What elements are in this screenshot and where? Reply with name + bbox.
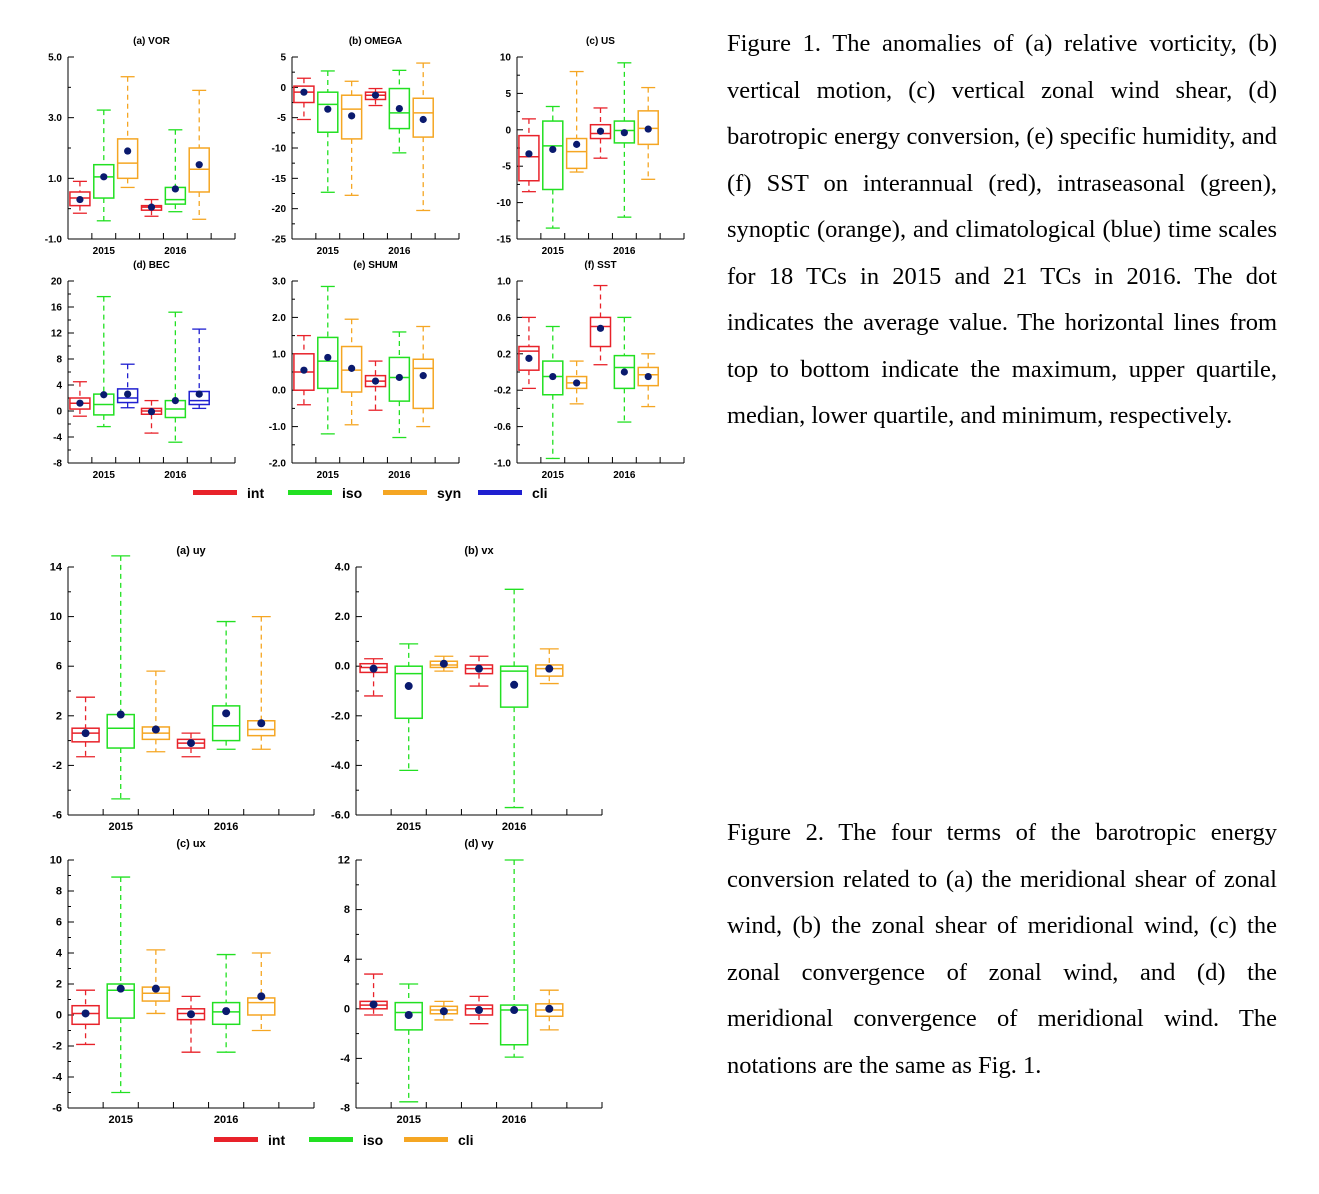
box-iso-2016: [614, 63, 634, 217]
mean-dot: [621, 368, 628, 375]
mean-dot: [257, 719, 265, 727]
box-int-2016: [178, 733, 205, 757]
x-category-label: 2016: [501, 821, 527, 833]
x-category-label: 2016: [164, 470, 187, 481]
mean-dot: [222, 1007, 230, 1015]
y-tick-label: 0.2: [497, 349, 511, 361]
box-int-2015: [294, 336, 314, 405]
box-iso-2016: [501, 589, 528, 807]
mean-dot: [172, 397, 179, 404]
x-category-label: 2016: [388, 470, 411, 481]
y-tick-label: -2: [52, 759, 62, 772]
x-category-label: 2015: [108, 1114, 133, 1126]
y-tick-label: 1.0: [497, 276, 511, 288]
box-int-2016: [366, 89, 386, 106]
box-int-2015: [519, 317, 539, 388]
box-syn-2016: [248, 617, 275, 750]
legend-label-int: int: [247, 485, 265, 501]
y-tick-label: -5: [502, 161, 511, 173]
y-tick-label: 5.0: [48, 52, 62, 64]
mean-dot: [573, 141, 580, 148]
mean-dot: [405, 1011, 413, 1019]
mean-dot: [525, 150, 532, 157]
box-syn-2016: [413, 327, 433, 427]
mean-dot: [124, 391, 131, 398]
panel-title: (a) uy: [176, 545, 206, 557]
y-tick-label: 16: [50, 302, 62, 314]
mean-dot: [124, 147, 131, 154]
y-tick-label: -4.0: [331, 759, 350, 772]
legend-label-syn: syn: [437, 485, 462, 501]
mean-dot: [148, 204, 155, 211]
y-tick-label: -15: [271, 173, 286, 185]
y-tick-label: -25: [271, 234, 286, 246]
y-tick-label: 0: [55, 1009, 62, 1022]
panel-title: (d) BEC: [133, 260, 170, 271]
box-syn-2015: [567, 361, 587, 404]
panel-title: (e) SHUM: [353, 260, 398, 271]
mean-dot: [117, 985, 125, 993]
box-syn-2016: [638, 88, 658, 180]
mean-dot: [196, 161, 203, 168]
box-int-2015: [294, 78, 314, 119]
box-syn-2015: [142, 950, 169, 1014]
x-category-label: 2015: [92, 470, 115, 481]
legend-label-cli: cli: [532, 485, 548, 501]
y-tick-label: 3.0: [48, 113, 62, 125]
mean-dot: [300, 89, 307, 96]
chart-panel-fig2b: [331, 545, 602, 833]
panel-title: (f) SST: [584, 260, 617, 271]
x-category-label: 2016: [501, 1114, 527, 1126]
x-category-label: 2015: [541, 246, 564, 257]
y-tick-label: -10: [496, 198, 511, 210]
mean-dot: [573, 379, 580, 386]
box-iso-2015: [395, 644, 422, 770]
y-tick-label: 2: [55, 978, 62, 991]
box-iqr: [318, 337, 338, 388]
x-category-label: 2015: [316, 246, 339, 257]
y-tick-label: -1.0: [493, 458, 511, 470]
x-category-label: 2016: [613, 246, 636, 257]
x-category-label: 2015: [396, 1114, 421, 1126]
mean-dot: [545, 1005, 553, 1013]
mean-dot: [257, 992, 265, 1000]
mean-dot: [76, 196, 83, 203]
panel-title: (b) OMEGA: [348, 36, 403, 47]
y-tick-label: 5: [505, 88, 511, 100]
box-iso-2016: [614, 317, 634, 422]
x-category-label: 2015: [92, 246, 115, 257]
mean-dot: [549, 373, 556, 380]
y-tick-label: -1.0: [44, 234, 62, 246]
box-iso-2015: [395, 984, 422, 1102]
box-iso-2015: [94, 110, 114, 221]
panel-title: (a) VOR: [133, 36, 170, 47]
y-tick-label: -0.6: [493, 422, 511, 434]
mean-dot: [172, 185, 179, 192]
y-tick-label: -8: [340, 1102, 350, 1115]
y-tick-label: -6: [52, 809, 62, 822]
box-int-2015: [360, 659, 387, 696]
box-syn-2016: [413, 63, 433, 210]
mean-dot: [222, 709, 230, 717]
box-int-2015: [360, 974, 387, 1015]
y-tick-label: 14: [49, 561, 62, 574]
box-syn-2015: [430, 1001, 457, 1020]
box-syn-2015: [342, 81, 362, 195]
box-int-2015: [72, 697, 99, 757]
box-int-2015: [70, 181, 90, 213]
box-iqr: [107, 715, 134, 748]
y-tick-label: 12: [337, 854, 350, 867]
mean-dot: [152, 985, 160, 993]
box-syn-2015: [142, 671, 169, 752]
mean-dot: [82, 1009, 90, 1017]
y-tick-label: 0: [343, 1003, 350, 1016]
mean-dot: [100, 391, 107, 398]
y-tick-label: -2.0: [268, 458, 286, 470]
panel-title: (d) vy: [464, 838, 494, 850]
mean-dot: [100, 173, 107, 180]
box-iqr: [591, 317, 611, 346]
legend-swatch-cli: [478, 490, 522, 495]
y-tick-label: 2.0: [272, 312, 286, 324]
box-int-2016: [178, 996, 205, 1052]
y-tick-label: 0: [56, 406, 62, 418]
box-iso-2016: [389, 332, 409, 438]
y-tick-label: 4: [55, 947, 62, 960]
x-category-label: 2015: [108, 821, 133, 833]
mean-dot: [76, 400, 83, 407]
box-syn-2015: [118, 364, 138, 408]
y-tick-label: -15: [496, 234, 511, 246]
y-tick-label: -8: [53, 458, 62, 470]
panel-title: (c) US: [586, 36, 615, 47]
y-tick-label: 0.0: [334, 660, 350, 673]
box-syn-2016: [638, 354, 658, 407]
box-iso-2015: [94, 297, 114, 427]
box-int-2016: [466, 996, 493, 1023]
x-category-label: 2015: [316, 470, 339, 481]
y-tick-label: -4: [340, 1052, 350, 1065]
box-syn-2016: [189, 90, 209, 219]
panel-title: (c) ux: [176, 838, 206, 850]
y-tick-label: 0: [505, 125, 511, 137]
y-tick-label: -2: [52, 1040, 62, 1053]
x-category-label: 2015: [396, 821, 421, 833]
box-iso-2015: [543, 107, 563, 229]
box-syn-2016: [248, 953, 275, 1031]
mean-dot: [645, 373, 652, 380]
box-iso-2015: [318, 71, 338, 192]
mean-dot: [510, 681, 518, 689]
y-tick-label: 6: [55, 916, 62, 929]
box-int-2015: [72, 990, 99, 1044]
y-tick-label: 12: [50, 328, 62, 340]
y-tick-label: -1.0: [268, 422, 286, 434]
box-iso-2016: [501, 860, 528, 1057]
mean-dot: [396, 105, 403, 112]
box-iso-2016: [213, 955, 240, 1053]
mean-dot: [300, 367, 307, 374]
x-category-label: 2016: [213, 1114, 239, 1126]
chart-panel-fig2c: [50, 838, 314, 1126]
mean-dot: [405, 682, 413, 690]
mean-dot: [372, 378, 379, 385]
legend-label-iso: iso: [363, 1132, 384, 1148]
mean-dot: [187, 739, 195, 747]
figure-1-caption: Figure 1. The anomalies of (a) relative vorticity, (b) vertical motion, (c) vertical zonal wind shear, (d) barotropic energy conversion, (e) specific humidity, and (f) SST on interannual (red), intraseasonal (green), synoptic (orange), and climatological (blue) time scales for 18 TCs in 2015 and 21 TCs in 2016. The dot indicates the average value. The horizontal lines from top to bottom indicate the maximum, upper quartile, median, lower quartile, and minimum, respectively.: [727, 30, 1277, 429]
box-int-2016: [591, 108, 611, 158]
legend-label-int: int: [268, 1132, 286, 1148]
x-category-label: 2015: [541, 470, 564, 481]
legend-swatch-syn: [383, 490, 427, 495]
y-tick-label: 0: [280, 82, 286, 94]
legend-label-iso: iso: [342, 485, 363, 501]
mean-dot: [348, 112, 355, 119]
box-iqr: [519, 136, 539, 181]
y-tick-label: 1.0: [48, 173, 62, 185]
mean-dot: [396, 374, 403, 381]
box-iqr: [248, 998, 275, 1015]
box-iqr: [413, 359, 433, 408]
y-tick-label: 4.0: [334, 561, 350, 574]
mean-dot: [525, 355, 532, 362]
y-tick-label: 8: [343, 904, 350, 917]
box-iso-2015: [107, 877, 134, 1092]
box-iso-2015: [107, 556, 134, 799]
mean-dot: [196, 391, 203, 398]
figure-2-caption: Figure 2. The four terms of the barotropic energy conversion related to (a) the meridional shear of zonal wind, (b) the zonal shear of meridional wind, (c) the zonal convergence of zonal wind, and (d) the meridional convergence of meridional wind. The notations are the same as Fig. 1.: [727, 819, 1277, 1079]
mean-dot: [324, 354, 331, 361]
box-int-2016: [466, 656, 493, 686]
mean-dot: [440, 660, 448, 668]
y-tick-label: -20: [271, 204, 286, 216]
mean-dot: [510, 1006, 518, 1014]
box-syn-2015: [567, 72, 587, 172]
mean-dot: [597, 128, 604, 135]
x-category-label: 2016: [613, 470, 636, 481]
y-tick-label: 10: [499, 52, 511, 64]
y-tick-label: 1.0: [272, 349, 286, 361]
mean-dot: [370, 1000, 378, 1008]
box-iso-2016: [165, 312, 185, 442]
y-tick-label: 8: [55, 885, 62, 898]
panel-title: (b) vx: [464, 545, 494, 557]
y-tick-label: -5: [277, 113, 286, 125]
legend-swatch-int: [214, 1137, 258, 1142]
chart-panel-fig1e: [269, 260, 459, 481]
y-tick-label: 4: [56, 380, 62, 392]
mean-dot: [475, 665, 483, 673]
box-int-2016: [142, 401, 162, 434]
box-iqr: [189, 148, 209, 192]
y-tick-label: -0.2: [493, 385, 511, 397]
mean-dot: [148, 408, 155, 415]
mean-dot: [420, 372, 427, 379]
mean-dot: [545, 665, 553, 673]
y-tick-label: -4: [52, 1071, 62, 1084]
x-category-label: 2016: [388, 246, 411, 257]
y-tick-label: 10: [49, 611, 62, 624]
mean-dot: [324, 106, 331, 113]
y-tick-label: 2: [55, 710, 62, 723]
figure-1-legend: [193, 485, 548, 501]
box-int-2016: [142, 200, 162, 217]
chart-panel-fig1f: [494, 260, 684, 481]
box-iso-2016: [213, 622, 240, 750]
mean-dot: [370, 665, 378, 673]
mean-dot: [117, 711, 125, 719]
y-tick-label: 6: [55, 660, 62, 673]
mean-dot: [621, 129, 628, 136]
y-tick-label: 2.0: [334, 611, 350, 624]
mean-dot: [645, 125, 652, 132]
box-syn-2015: [342, 319, 362, 425]
chart-panel-fig1a: [45, 36, 235, 257]
chart-panel-fig1c: [497, 36, 684, 257]
legend-swatch-int: [193, 490, 237, 495]
box-syn-2015: [430, 656, 457, 671]
mean-dot: [372, 92, 379, 99]
box-iqr: [94, 165, 114, 198]
box-iso-2016: [389, 70, 409, 153]
box-iqr: [543, 121, 563, 189]
y-tick-label: 3.0: [272, 276, 286, 288]
box-iso-2016: [165, 130, 185, 212]
y-tick-label: 5: [280, 52, 286, 64]
box-iqr: [118, 139, 138, 178]
box-syn-2016: [536, 990, 563, 1030]
box-int-2016: [366, 361, 386, 410]
mean-dot: [348, 365, 355, 372]
mean-dot: [187, 1010, 195, 1018]
y-tick-label: 0.6: [497, 312, 511, 324]
mean-dot: [82, 729, 90, 737]
x-category-label: 2016: [213, 821, 239, 833]
mean-dot: [440, 1007, 448, 1015]
y-tick-label: 10: [49, 854, 62, 867]
box-syn-2015: [118, 77, 138, 188]
y-tick-label: -2.0: [331, 710, 350, 723]
y-tick-label: 8: [56, 354, 62, 366]
box-iso-2015: [318, 286, 338, 433]
y-tick-label: 0.0: [272, 385, 286, 397]
legend-swatch-iso: [288, 490, 332, 495]
mean-dot: [475, 1006, 483, 1014]
mean-dot: [420, 116, 427, 123]
box-int-2016: [591, 286, 611, 365]
chart-panel-fig1b: [272, 36, 459, 257]
box-syn-2016: [189, 329, 209, 408]
box-syn-2016: [536, 649, 563, 684]
y-tick-label: 4: [343, 953, 350, 966]
chart-panel-fig1d: [51, 260, 235, 481]
y-tick-label: -6.0: [331, 809, 350, 822]
legend-label-cli: cli: [458, 1132, 474, 1148]
y-tick-label: 20: [50, 276, 62, 288]
y-tick-label: -6: [52, 1102, 62, 1115]
figure-2-legend: [214, 1132, 474, 1148]
y-tick-label: -10: [271, 143, 286, 155]
mean-dot: [152, 725, 160, 733]
mean-dot: [549, 146, 556, 153]
y-tick-label: -4: [53, 432, 62, 444]
chart-panel-fig2d: [338, 838, 602, 1126]
box-iso-2015: [543, 327, 563, 459]
mean-dot: [597, 325, 604, 332]
x-category-label: 2016: [164, 246, 187, 257]
chart-panel-fig2a: [50, 545, 314, 833]
legend-swatch-iso: [309, 1137, 353, 1142]
legend-swatch-cli: [404, 1137, 448, 1142]
